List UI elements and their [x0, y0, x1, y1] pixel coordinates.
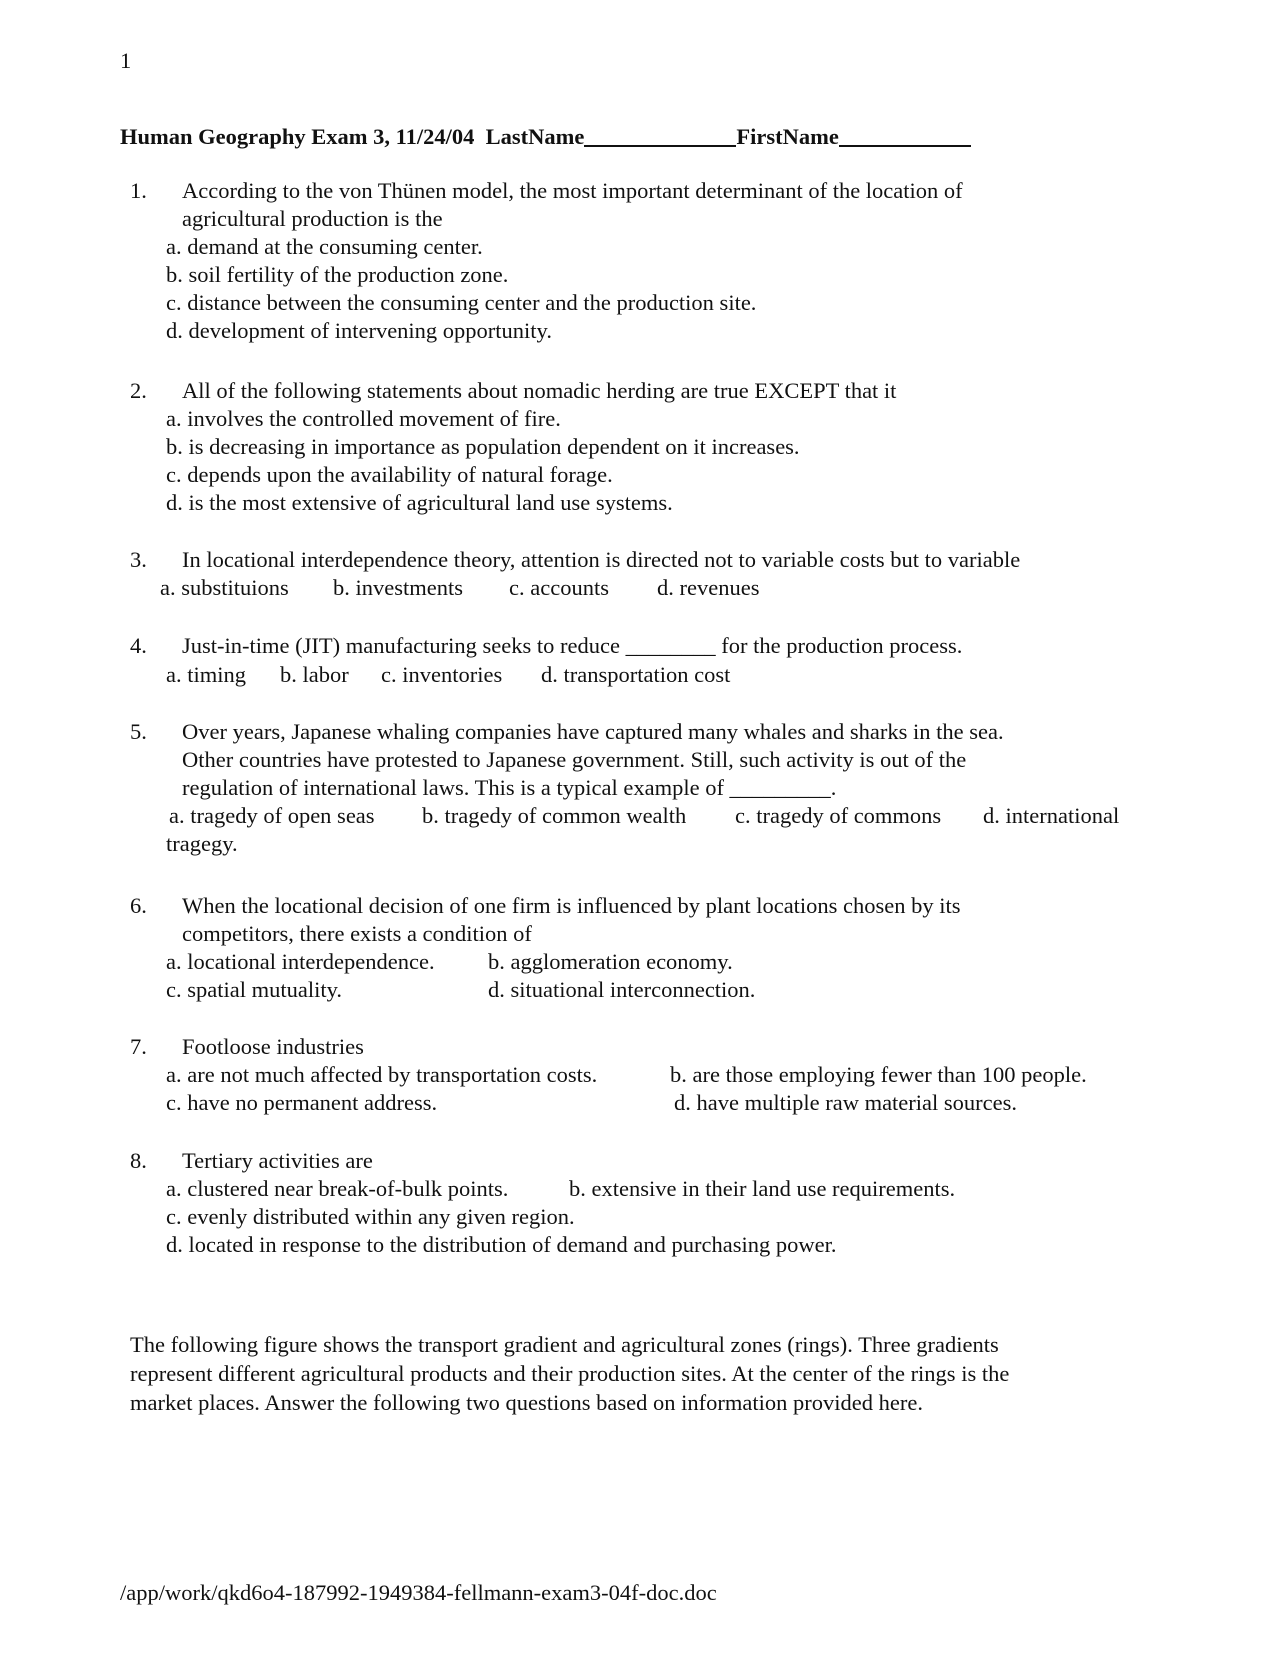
answer-option: a. clustered near break-of-bulk points.	[166, 1176, 509, 1201]
footer-file-path: /app/work/qkd6o4-187992-1949384-fellmann-exam3-04f-doc.doc	[120, 1580, 717, 1605]
answer-option: c. depends upon the availability of natural forage.	[166, 462, 613, 487]
first-name-label: FirstName	[736, 124, 839, 149]
answer-option: b. tragedy of common wealth	[422, 803, 687, 828]
question-stem: When the locational decision of one firm is influenced by plant locations chosen by its	[182, 893, 961, 918]
answer-option: b. agglomeration economy.	[488, 949, 733, 974]
answer-option: a. tragedy of open seas	[169, 803, 375, 828]
answer-option: a. locational interdependence.	[166, 949, 435, 974]
question-stem: All of the following statements about nomadic herding are true EXCEPT that it	[182, 378, 897, 403]
answer-option: a. substituions	[160, 575, 289, 600]
answer-option-continued: tragegy.	[166, 831, 238, 856]
question-stem: In locational interdependence theory, attention is directed not to variable costs but to variable	[182, 547, 1021, 572]
answer-option: c. spatial mutuality.	[166, 977, 343, 1002]
figure-intro-paragraph	[130, 1330, 1009, 1417]
intro-line: represent different agricultural products and their production sites. At the center of the rings is the	[130, 1361, 1010, 1386]
answer-option: d. development of intervening opportunity.	[166, 318, 552, 343]
answer-option: d. revenues	[657, 575, 760, 600]
answer-option: d. located in response to the distribution of demand and purchasing power.	[166, 1232, 837, 1257]
intro-line: The following figure shows the transport gradient and agricultural zones (rings). Three gradients	[130, 1332, 999, 1357]
answer-option: c. tragedy of commons	[735, 803, 942, 828]
question-stem: regulation of international laws. This is a typical example of _________.	[182, 775, 837, 800]
page-number: 1	[120, 48, 132, 73]
question-number: 8.	[130, 1148, 147, 1173]
answer-option: a. involves the controlled movement of fire.	[166, 406, 561, 431]
question-stem: Other countries have protested to Japanese government. Still, such activity is out of the	[182, 747, 967, 772]
answer-option: a. demand at the consuming center.	[166, 234, 483, 259]
question-stem: Footloose industries	[182, 1034, 364, 1059]
answer-option: a. are not much affected by transportation costs.	[166, 1062, 598, 1087]
question-number: 4.	[130, 633, 147, 658]
question-number: 6.	[130, 893, 147, 918]
answer-option: c. evenly distributed within any given region.	[166, 1204, 575, 1229]
answer-option: c. distance between the consuming center and the production site.	[166, 290, 757, 315]
answer-option: a. timing	[166, 662, 246, 687]
answer-option: d. international	[983, 803, 1120, 828]
question-number: 1.	[130, 178, 147, 203]
answer-option: d. is the most extensive of agricultural land use systems.	[166, 490, 673, 515]
question-stem: Tertiary activities are	[182, 1148, 373, 1173]
question-number: 2.	[130, 378, 147, 403]
answer-option: d. transportation cost	[541, 662, 731, 687]
answer-option: c. inventories	[381, 662, 503, 687]
answer-option: b. are those employing fewer than 100 people.	[670, 1062, 1087, 1087]
answer-option: b. soil fertility of the production zone.	[166, 262, 509, 287]
answer-option: b. extensive in their land use requirements.	[569, 1176, 956, 1201]
answer-option: b. labor	[280, 662, 349, 687]
answer-option: d. have multiple raw material sources.	[674, 1090, 1018, 1115]
question-number: 3.	[130, 547, 147, 572]
last-name-blank	[584, 125, 736, 147]
question-stem: Just-in-time (JIT) manufacturing seeks to reduce ________ for the production process.	[182, 633, 963, 658]
answer-option: d. situational interconnection.	[488, 977, 756, 1002]
first-name-blank	[839, 125, 971, 147]
intro-line: market places. Answer the following two questions based on information provided here.	[130, 1390, 923, 1415]
question-number: 5.	[130, 719, 147, 744]
question-stem: According to the von Thünen model, the most important determinant of the location of	[182, 178, 963, 203]
question-number: 7.	[130, 1034, 147, 1059]
answer-option: c. accounts	[509, 575, 609, 600]
question-stem: agricultural production is the	[182, 206, 443, 231]
answer-option: b. is decreasing in importance as population dependent on it increases.	[166, 434, 800, 459]
question-stem: Over years, Japanese whaling companies have captured many whales and sharks in the sea.	[182, 719, 1004, 744]
exam-header	[120, 122, 971, 151]
answer-option: b. investments	[333, 575, 463, 600]
last-name-label: LastName	[485, 124, 585, 149]
exam-title: Human Geography Exam 3, 11/24/04	[120, 124, 475, 149]
question-stem: competitors, there exists a condition of	[182, 921, 532, 946]
answer-option: c. have no permanent address.	[166, 1090, 438, 1115]
